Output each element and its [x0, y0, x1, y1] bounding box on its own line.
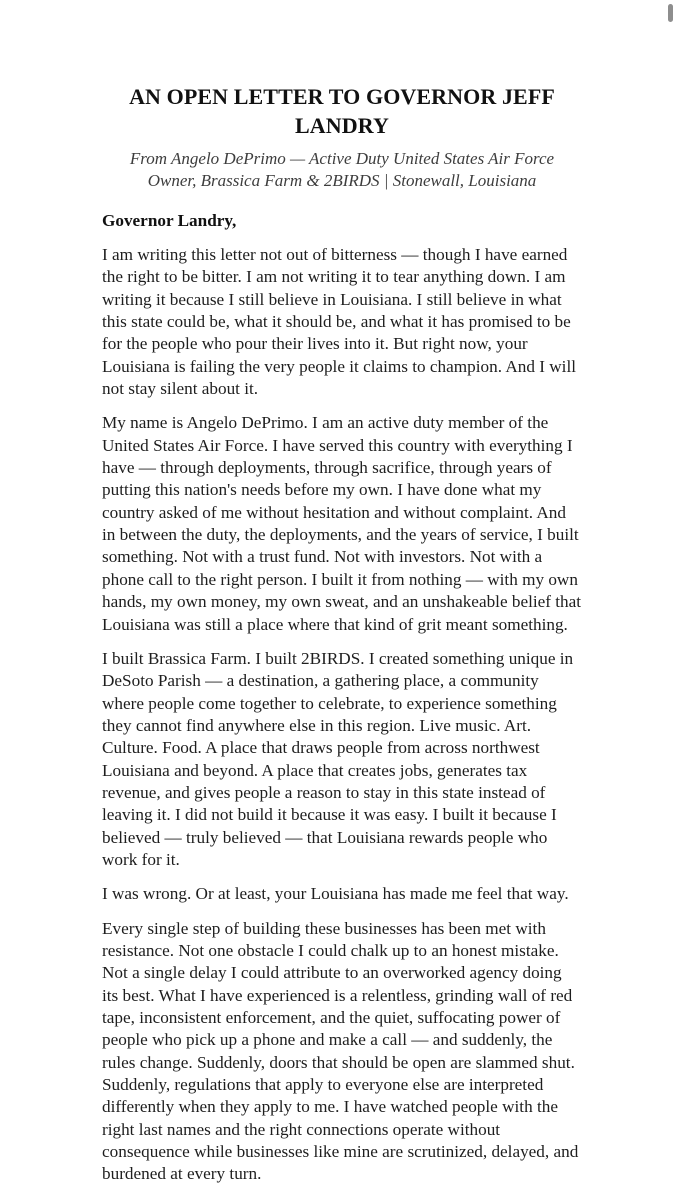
paragraph-1: I am writing this letter not out of bitterness — though I have earned the right to be bitter. I am not writing it to tear anything down. I am writing it because I still believe in Louisiana. I still believe in what this state could be, what it should be, and what it has promised to be for the people who pour their lives into it. But right now, your Louisiana is failing the very people it claims to champion. And I will not stay silent about it.	[102, 245, 576, 399]
letter-title: AN OPEN LETTER TO GOVERNOR JEFF LANDRY	[129, 84, 555, 138]
byline-author-line: From Angelo DePrimo — Active Duty United States Air Force	[129, 149, 555, 168]
letter-byline	[102, 148, 582, 192]
paragraph-5: Every single step of building these businesses has been met with resistance. Not one obstacle I could chalk up to an honest mistake. Not a single delay I could attribute to an overworked agency doing its best. What I have experienced is a relentless, grinding wall of red tape, inconsistent enforcement, and the quiet, suffocating power of people who pick up a phone and make a call — and suddenly, the rules change. Suddenly, doors that should be open are slammed shut. Suddenly, regulations that apply to everyone else are interpreted differently when they apply to me. I have watched people with the right last names and the right connections operate without consequence while businesses like mine are scrutinized, delayed, and burdened at every turn.	[102, 918, 579, 1184]
paragraph-3: I built Brassica Farm. I built 2BIRDS. I created something unique in DeSoto Parish — a destination, a gathering place, a community where people come together to celebrate, to experience something they cannot find anywhere else in this region. Live music. Art. Culture. Food. A place that draws people from across northwest Louisiana and beyond. A place that creates jobs, generates tax revenue, and gives people a reason to stay in this state instead of leaving it. I did not build it because it was easy. I built it because I believed — truly believed — that Louisiana rewards people who work for it.	[102, 648, 574, 869]
letter-salutation: Governor Landry,	[102, 211, 237, 230]
paragraph-2: My name is Angelo DePrimo. I am an active duty member of the United States Air Force. I have served this country with everything I have — through deployments, through sacrifice, through years of putting this nation's needs before my own. I have done what my country asked of me without hesitation and without complaint. And in between the duty, the deployments, and the years of service, I built something. Not with a trust fund. Not with investors. Not with a phone call to the right person. I built it from nothing — with my own hands, my own money, my own sweat, and an unshakeable belief that Louisiana was still a place where that kind of grit meant something.	[102, 413, 582, 634]
byline-business-line: Owner, Brassica Farm & 2BIRDS | Stonewall, Louisiana	[147, 171, 537, 190]
letter-body	[102, 82, 582, 1186]
scrollbar[interactable]	[668, 4, 673, 22]
paragraph-4: I was wrong. Or at least, your Louisiana has made me feel that way.	[102, 884, 569, 904]
